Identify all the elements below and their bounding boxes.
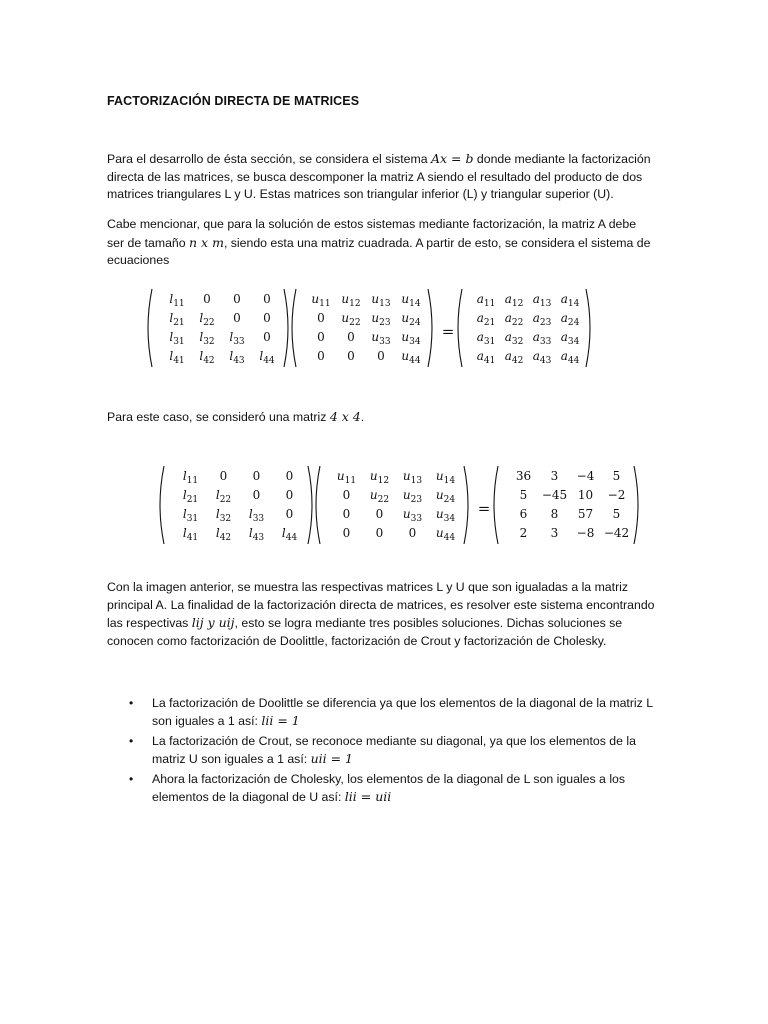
matrix-u-entry: $u_{44}$ <box>401 349 421 366</box>
paragraph-line <box>107 408 661 427</box>
matrix-u-entry: 0 <box>347 349 355 363</box>
list-item-line <box>152 750 661 768</box>
list-item-line <box>152 712 661 730</box>
matrix-a-entry: −45 <box>541 488 568 502</box>
text-run: las respectivas <box>107 616 192 630</box>
matrix-l-entry: $l_{33}$ <box>248 507 265 524</box>
matrix-u-entry: $u_{11}$ <box>336 469 357 486</box>
matrix-u-right-paren <box>428 289 432 367</box>
paragraph-line: principal A. La finalidad de la factorización directa de matrices, es resolver este sistema encontrando <box>107 597 655 612</box>
matrix-l-entry: $l_{44}$ <box>281 526 298 543</box>
matrix-u-entry: 0 <box>342 507 351 521</box>
matrix-u-entry: $u_{33}$ <box>371 330 391 347</box>
paragraph-conclusion <box>107 579 661 650</box>
bullet-icon: • <box>129 696 134 710</box>
matrix-a-entry: −8 <box>576 526 595 540</box>
math-inline: lii = uii <box>344 789 392 804</box>
matrix-l-entry: $l_{33}$ <box>229 330 245 347</box>
matrix-a-entry: $a_{43}$ <box>532 349 552 366</box>
matrix-l-left-paren <box>160 466 164 544</box>
matrix-u-entry: 0 <box>347 330 355 344</box>
matrix-u-entry: $u_{22}$ <box>341 311 361 328</box>
text-run: , siendo esta una matriz cuadrada. A partir de esto, se considera el sistema de <box>223 235 651 250</box>
matrix-a-entry: $a_{13}$ <box>532 292 552 309</box>
matrix-u-entry: 0 <box>408 526 417 540</box>
matrix-l-entry: $l_{42}$ <box>199 349 215 366</box>
math-inline: uii = 1 <box>310 751 353 766</box>
text-run: ser de tamaño <box>107 235 190 250</box>
matrix-a-right-paren <box>634 466 638 544</box>
matrix-u-entry: $u_{13}$ <box>371 292 391 309</box>
paragraph-line: ecuaciones <box>107 253 170 267</box>
list-item-line: Ahora la factorización de Cholesky, los elementos de la diagonal de L son iguales a los <box>152 772 626 786</box>
matrix-l-entry: 0 <box>285 469 294 483</box>
matrix-u-entry: 0 <box>375 507 384 521</box>
matrix-l-entry: $l_{43}$ <box>248 526 265 543</box>
math-inline: lii = 1 <box>261 713 300 728</box>
matrix-u-entry: 0 <box>317 349 325 363</box>
matrix-l-entry: $l_{21}$ <box>182 488 199 505</box>
list-item <box>107 770 661 806</box>
matrix-u-entry: $u_{12}$ <box>369 469 390 486</box>
matrix-l-entry: $l_{44}$ <box>259 349 275 366</box>
matrix-a-entry: $a_{11}$ <box>476 292 496 309</box>
matrix-l-entry: 0 <box>252 469 261 483</box>
list-item <box>107 694 661 730</box>
matrix-l-right-paren <box>308 466 312 544</box>
text-run: Para el desarrollo de ésta sección, se considera el sistema <box>107 152 431 166</box>
matrix-a-entry: $a_{24}$ <box>560 311 580 328</box>
matrix-l-entry: $l_{21}$ <box>169 311 185 328</box>
matrix-l-left-paren <box>148 289 152 367</box>
matrix-l-entry: $l_{31}$ <box>182 507 199 524</box>
matrix-u-left-paren <box>316 466 320 544</box>
equals-sign: = <box>441 322 455 341</box>
matrix-l-entry: $l_{32}$ <box>215 507 232 524</box>
matrix-a-entry: $a_{42}$ <box>504 349 524 366</box>
matrix-a-entry: $a_{23}$ <box>532 311 552 328</box>
matrix-a-entry: $a_{31}$ <box>476 330 496 347</box>
matrix-a-entry: 2 <box>519 526 528 540</box>
equation-symbolic <box>146 286 606 368</box>
matrix-u-entry: 0 <box>342 526 351 540</box>
matrix-u-entry: 0 <box>317 330 325 344</box>
matrix-u-entry: $u_{34}$ <box>435 507 456 524</box>
matrix-a-entry: $a_{44}$ <box>560 349 580 366</box>
matrix-a-entry: 3 <box>550 526 559 540</box>
matrix-u-entry: $u_{12}$ <box>341 292 361 309</box>
matrix-l-entry: $l_{42}$ <box>215 526 232 543</box>
matrix-a-entry: $a_{34}$ <box>560 330 580 347</box>
math-inline: Ax = b <box>430 151 474 166</box>
matrix-a-entry: 3 <box>550 469 559 483</box>
list-item-line: La factorización de Doolittle se diferencia ya que los elementos de la diagonal de la matriz L <box>152 696 654 710</box>
matrix-u-entry: $u_{24}$ <box>401 311 421 328</box>
bullet-icon: • <box>129 734 134 748</box>
list-item <box>107 732 661 768</box>
matrix-l-right-paren <box>284 289 288 367</box>
matrix-a-left-paren <box>494 466 498 544</box>
matrix-l-entry: $l_{11}$ <box>182 469 199 486</box>
paragraph-line: Cabe mencionar, que para la solución de estos sistemas mediante factorización, la matriz A debe <box>107 217 637 231</box>
matrix-a-entry: 57 <box>577 507 594 521</box>
matrix-a-entry: 5 <box>519 488 528 502</box>
matrix-a-entry: −42 <box>603 526 630 540</box>
matrix-l-entry: $l_{31}$ <box>169 330 185 347</box>
equation-numeric-svg <box>158 462 630 548</box>
document-title: FACTORIZACIÓN DIRECTA DE MATRICES <box>107 94 360 108</box>
matrix-u-entry: $u_{22}$ <box>369 488 390 505</box>
matrix-a-entry: 8 <box>550 507 559 521</box>
matrix-u-entry: $u_{24}$ <box>435 488 456 505</box>
text-run: Para este caso, se consideró una matriz <box>107 410 330 424</box>
matrix-a-entry: $a_{21}$ <box>476 311 496 328</box>
matrix-a-entry: $a_{33}$ <box>532 330 552 347</box>
matrix-a-left-paren <box>458 289 462 367</box>
matrix-u-entry: $u_{23}$ <box>371 311 391 328</box>
matrix-l-entry: 0 <box>233 311 241 325</box>
list-item-line: La factorización de Crout, se reconoce mediante su diagonal, ya que los elementos de la <box>152 734 636 748</box>
equals-sign: = <box>477 499 491 518</box>
matrix-a-entry: $a_{32}$ <box>504 330 524 347</box>
matrix-a-entry: 6 <box>519 507 528 521</box>
matrix-l-entry: 0 <box>263 330 271 344</box>
matrix-u-right-paren <box>464 466 468 544</box>
matrix-u-entry: $u_{13}$ <box>402 469 423 486</box>
matrix-u-left-paren <box>292 289 296 367</box>
text-run: , esto se logra mediante tres posibles soluciones. Dichas soluciones se <box>234 616 623 630</box>
matrix-a-entry: 5 <box>612 469 621 483</box>
matrix-u-entry: $u_{14}$ <box>435 469 456 486</box>
text-run: matriz U son iguales a 1 así: <box>152 752 311 766</box>
math-inline: n x m <box>189 234 224 250</box>
matrix-a-entry: 36 <box>515 469 532 483</box>
matrix-l-entry: 0 <box>263 292 271 306</box>
matrix-u-entry: 0 <box>375 526 384 540</box>
matrix-l-entry: 0 <box>285 507 294 521</box>
equation-symbolic-svg <box>146 286 606 368</box>
text-run: . <box>360 410 365 424</box>
paragraph-intro <box>107 150 661 204</box>
matrix-l-entry: 0 <box>263 311 271 325</box>
matrix-u-entry: $u_{11}$ <box>311 292 331 309</box>
paragraph-size <box>107 216 661 270</box>
matrix-a-entry: $a_{12}$ <box>504 292 524 309</box>
matrix-l-entry: $l_{22}$ <box>199 311 215 328</box>
matrix-l-entry: 0 <box>285 488 294 502</box>
paragraph-line: Con la imagen anterior, se muestra las respectivas matrices L y U que son igualadas a la matriz <box>107 580 629 594</box>
bullet-list <box>107 694 661 808</box>
text-run: elementos de la diagonal de U así: <box>152 790 345 804</box>
bullet-icon: • <box>129 772 134 786</box>
matrix-a-entry: $a_{14}$ <box>560 292 580 309</box>
matrix-a-entry: $a_{41}$ <box>476 349 496 366</box>
list-item-line <box>152 788 661 806</box>
matrix-u-entry: $u_{14}$ <box>401 292 421 309</box>
matrix-l-entry: 0 <box>252 488 261 502</box>
matrix-a-right-paren <box>586 289 590 367</box>
math-inline: lij y uij <box>191 615 235 630</box>
matrix-a-entry: −2 <box>607 488 626 502</box>
matrix-l-entry: 0 <box>203 292 211 306</box>
paragraph-line <box>107 150 661 169</box>
matrix-a-entry: −4 <box>576 469 595 483</box>
matrix-a-entry: 5 <box>612 507 621 521</box>
paragraph-line: matrices triangulares L y U. Estas matrices son triangular inferior (L) y triangular superior (U). <box>107 187 614 201</box>
matrix-l-entry: $l_{43}$ <box>229 349 245 366</box>
matrix-u-entry: $u_{23}$ <box>402 488 423 505</box>
matrix-u-entry: 0 <box>317 311 325 325</box>
paragraph-line: directa de las matrices, se busca descomponer la matriz A siendo el resultado del producto de dos <box>107 169 643 184</box>
matrix-l-entry: $l_{41}$ <box>169 349 185 366</box>
matrix-l-entry: 0 <box>219 469 228 483</box>
equation-numeric <box>158 462 630 548</box>
matrix-l-entry: $l_{32}$ <box>199 330 215 347</box>
paragraph-line <box>107 234 661 253</box>
matrix-u-entry: $u_{34}$ <box>401 330 421 347</box>
matrix-u-entry: $u_{44}$ <box>435 526 456 543</box>
matrix-u-entry: 0 <box>377 349 385 363</box>
math-inline: 4 x 4 <box>329 409 361 424</box>
matrix-l-entry: $l_{22}$ <box>215 488 232 505</box>
text-run: son iguales a 1 así: <box>152 714 262 728</box>
paragraph-line: conocen como factorización de Doolittle, factorización de Crout y factorización de Cholesky. <box>107 633 607 648</box>
matrix-u-entry: $u_{33}$ <box>402 507 423 524</box>
paragraph-line <box>107 614 661 633</box>
matrix-u-entry: 0 <box>342 488 351 502</box>
matrix-a-entry: $a_{22}$ <box>504 311 524 328</box>
matrix-a-entry: 10 <box>577 488 594 502</box>
text-run: donde mediante la factorización <box>473 152 651 166</box>
paragraph-case <box>107 408 661 427</box>
matrix-l-entry: 0 <box>233 292 241 306</box>
matrix-l-entry: $l_{41}$ <box>182 526 199 543</box>
matrix-l-entry: $l_{11}$ <box>169 292 185 309</box>
